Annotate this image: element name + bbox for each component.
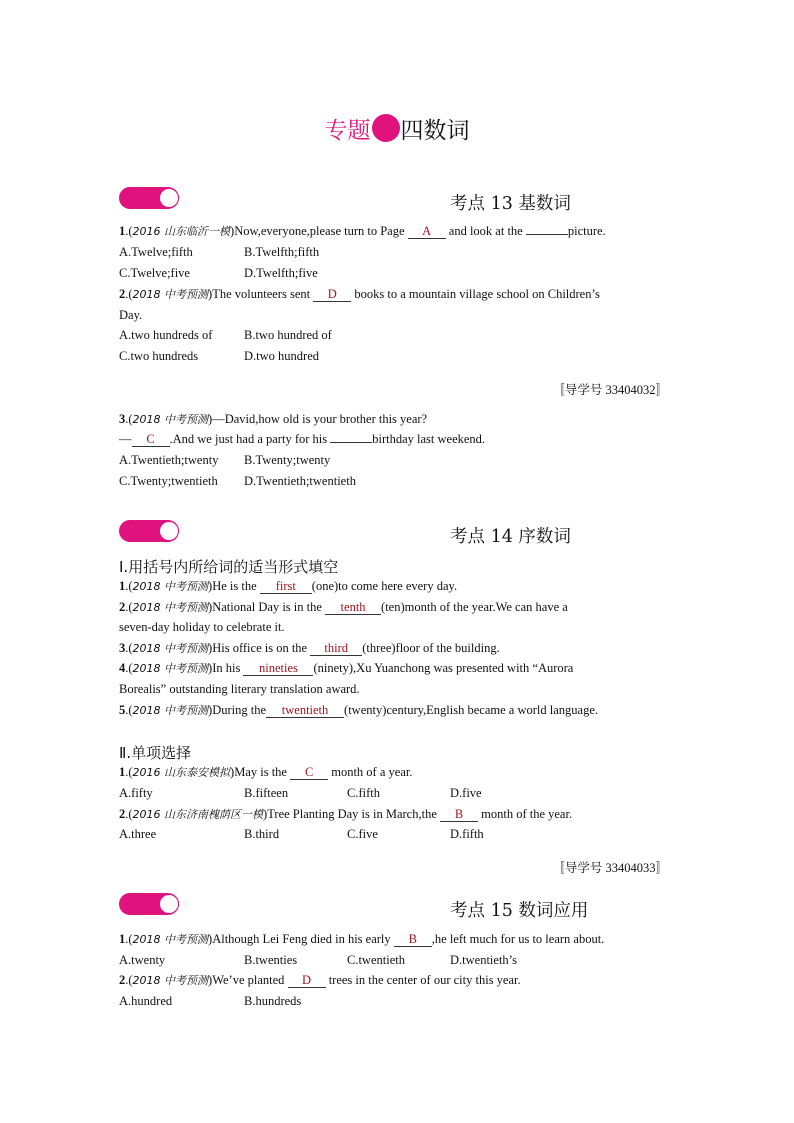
option: A.twenty [119, 953, 166, 967]
option: B.twenties [244, 953, 298, 967]
option: B.fifteen [244, 786, 289, 800]
option: C.Twelve;five [119, 266, 190, 280]
option: A.two hundreds of [119, 328, 213, 342]
s14-item-2: 2.(2018 中考预测)National Day is in the tenth (ten)month of the year.We can have a [119, 600, 568, 614]
section-toggle-icon [119, 892, 181, 916]
s13-q2-cont: Day. [119, 308, 143, 322]
s15-q2-stem: 2.(2018 中考预测)We’ve planted D trees in the center of our city this year. [119, 973, 521, 987]
option: A.hundred [119, 994, 173, 1008]
option: A.Twelve;fifth [119, 245, 193, 259]
answer-blank: B [394, 932, 432, 947]
option: C.Twenty;twentieth [119, 474, 218, 488]
answer-blank: twentieth [266, 703, 344, 718]
option: B.Twelfth;fifth [244, 245, 320, 259]
guide-number: 〚导学号 33404033〛 [552, 861, 668, 875]
option: D.twentieth’s [450, 953, 518, 967]
section-toggle-icon [119, 186, 181, 210]
s14-item-4-cont: Borealis” outstanding literary translation award. [119, 682, 360, 696]
option: D.five [450, 786, 482, 800]
section-toggle-icon [119, 519, 181, 543]
answer-blank: D [288, 973, 326, 988]
option: C.two hundreds [119, 349, 199, 363]
option: B.third [244, 827, 280, 841]
s13-q2-stem: 2.(2018 中考预测)The volunteers sent D books to a mountain village school on Children’s [119, 287, 600, 301]
option: B.two hundred of [244, 328, 332, 342]
section-heading-15: 考点 15 数词应用 [450, 901, 589, 921]
option: D.two hundred [244, 349, 319, 363]
page-title [0, 112, 794, 145]
option: B.hundreds [244, 994, 302, 1008]
s14-item-5: 5.(2018 中考预测)During the twentieth (twenty)century,English became a world language. [119, 703, 598, 717]
s13-q3-reply: — C .And we just had a party for his birthday last weekend. [119, 432, 486, 446]
answer-blank: first [260, 579, 312, 594]
s14-mc-2: 2.(2016 山东济南槐荫区一模)Tree Planting Day is in March,the B month of the year. [119, 807, 573, 821]
answer-blank: third [310, 641, 362, 656]
option: D.Twentieth;twentieth [244, 474, 356, 488]
s13-q1-stem: 1.(2016 山东临沂一模)Now,everyone,please turn to Page A and look at the picture. [119, 224, 606, 238]
option: C.five [347, 827, 378, 841]
option: A.Twentieth;twenty [119, 453, 219, 467]
title-text: 四数词 [400, 118, 470, 144]
answer-blank: tenth [325, 600, 381, 615]
s14-item-3: 3.(2018 中考预测)His office is on the third (three)floor of the building. [119, 641, 500, 655]
option: B.Twenty;twenty [244, 453, 331, 467]
answer-blank: B [440, 807, 478, 822]
s14-item-1: 1.(2018 中考预测)He is the first (one)to come here every day. [119, 579, 458, 593]
answer-blank: C [132, 432, 170, 447]
answer-blank: nineties [243, 661, 313, 676]
s14-mc-1: 1.(2016 山东泰安模拟)May is the C month of a year. [119, 765, 413, 779]
title-dot-icon [372, 114, 400, 142]
answer-blank: A [408, 224, 446, 239]
answer-blank: C [290, 765, 328, 780]
section-heading-13: 考点 13 基数词 [450, 194, 571, 214]
part-heading: Ⅰ.用括号内所给词的适当形式填空 [119, 558, 339, 576]
part-heading: Ⅱ.单项选择 [119, 744, 192, 762]
option: C.fifth [347, 786, 380, 800]
option: D.fifth [450, 827, 484, 841]
option: D.Twelfth;five [244, 266, 318, 280]
answer-blank: D [313, 287, 351, 302]
option: A.fifty [119, 786, 153, 800]
s14-item-4: 4.(2018 中考预测)In his nineties (ninety),Xu Yuanchong was presented with “Aurora [119, 661, 574, 675]
s13-q3-stem: 3.(2018 中考预测)—David,how old is your brother this year? [119, 412, 428, 426]
section-heading-14: 考点 14 序数词 [450, 527, 571, 547]
option: C.twentieth [347, 953, 405, 967]
title-prefix: 专题 [324, 118, 371, 144]
option: A.three [119, 827, 157, 841]
guide-number: 〚导学号 33404032〛 [552, 383, 668, 397]
s14-item-2-cont: seven-day holiday to celebrate it. [119, 620, 285, 634]
s15-q1-stem: 1.(2018 中考预测)Although Lei Feng died in his early B ,he left much for us to learn about. [119, 932, 605, 946]
